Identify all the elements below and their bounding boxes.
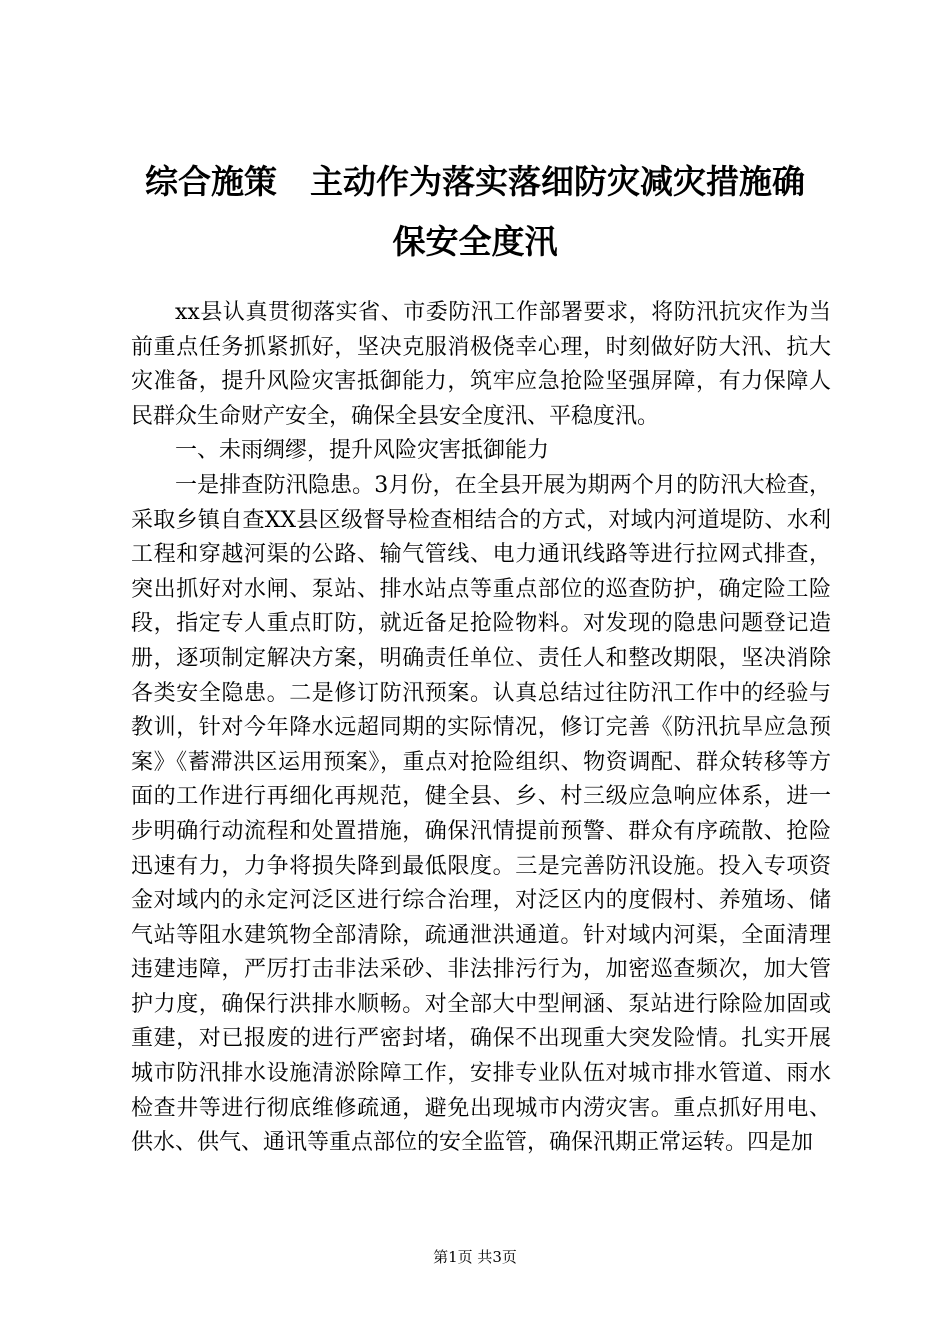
body-paragraph: 一是排查防汛隐患。3月份，在全县开展为期两个月的防汛大检查，采取乡镇自查XX县区级督导检查相结合的方式，对域内河道堤防、水利工程和穿越河渠的公路、输气管线、电力通讯线路等进行拉网式排查，突出抓好对水闸、泵站、排水站点等重点部位的巡查防护，确定险工险段，指定专人重点盯防，就近备足抢险物料。对发现的隐患问题登记造册，逐项制定解决方案，明确责任单位、责任人和整改期限，坚决消除各类安全隐患。二是修订防汛预案。认真总结过往防汛工作中的经验与教训，针对今年降水远超同期的实际情况，修订完善《防汛抗旱应急预案》《蓄滞洪区运用预案》，重点对抢险组织、物资调配、群众转移等方面的工作进行再细化再规范，健全县、乡、村三级应急响应体系，进一步明确行动流程和处置措施，确保汛情提前预警、群众有序疏散、抢险迅速有力，力争将损失降到最低限度。三是完善防汛设施。投入专项资金对域内的永定河泛区进行综合治理，对泛区内的度假村、养殖场、储气站等阻水建筑物全部清除，疏通泄洪通道。针对域内河渠，全面清理违建违障，严厉打击非法采砂、非法排污行为，加密巡查频次，加大管护力度，确保行洪排水顺畅。对全部大中型闸涵、泵站进行除险加固或重建，对已报废的进行严密封堵，确保不出现重大突发险情。扎实开展城市防汛排水设施清淤除障工作，安排专业队伍对城市排水管道、雨水检查井等进行彻底维修疏通，避免出现城市内涝灾害。重点抓好用电、供水、供气、通讯等重点部位的安全监管，确保汛期正常运转。四是加 bbox=[131, 472, 831, 1156]
page-footer: 第1页 共3页 bbox=[433, 1248, 517, 1266]
document-title-line-1: 综合施策 主动作为落实落细防灾减灾措施确 bbox=[145, 162, 805, 201]
intro-paragraph: xx县认真贯彻落实省、市委防汛工作部署要求，将防汛抗灾作为当前重点任务抓紧抓好，坚决克服消极侥幸心理，时刻做好防大汛、抗大灾准备，提升风险灾害抵御能力，筑牢应急抢险坚强屏障，有力保障人民群众生命财产安全，确保全县安全度汛、平稳度汛。 bbox=[131, 300, 831, 429]
section-heading-1: 一、未雨绸缪，提升风险灾害抵御能力 bbox=[175, 438, 550, 464]
document-title-line-2: 保安全度汛 bbox=[392, 222, 558, 261]
document-body bbox=[131, 296, 831, 1161]
